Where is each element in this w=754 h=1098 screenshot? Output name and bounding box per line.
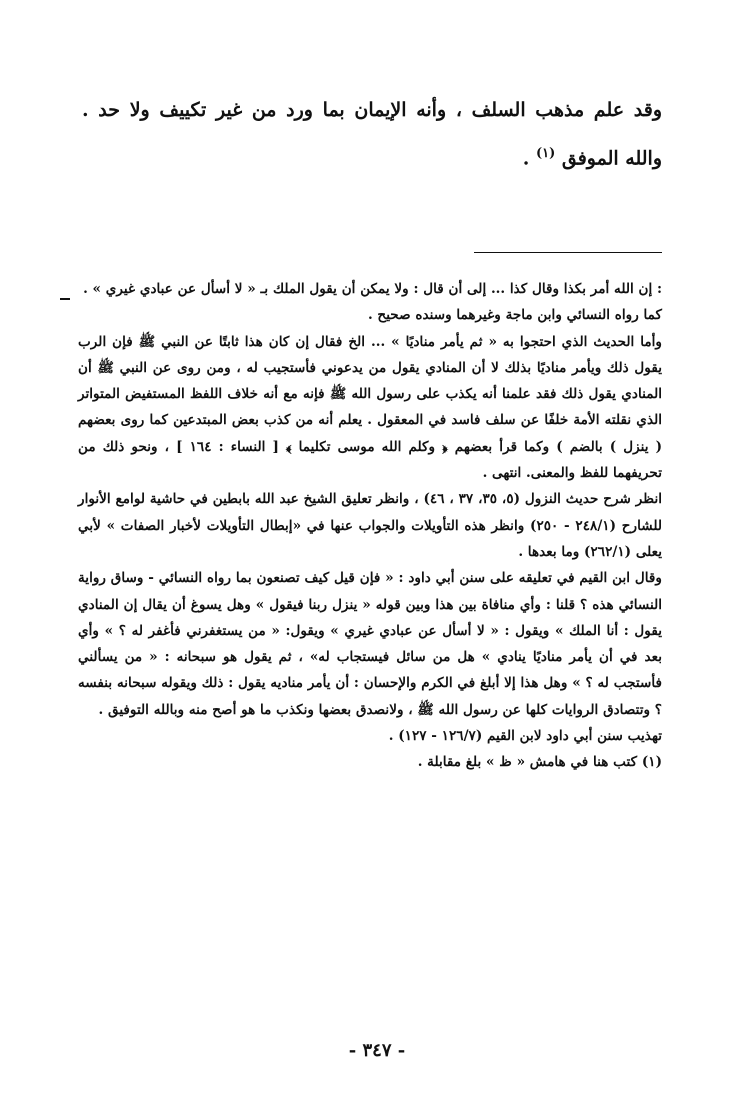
footnote-reference: (١) bbox=[535, 146, 556, 161]
footnote-line: وأما الحديث الذي احتجوا به « ثم يأمر مناديًا » ... الخ فقال إن كان هذا ثابتًا عن النبي ﷺ فإن الرب يقول ذلك ويأمر مناديًا بذلك لا أن المنادي يقول من يدعوني فأستجيب له ، ومن روى عن النبي ﷺ أن المنادي يقول ذلك فقد علمنا أنه يكذب على رسول الله ﷺ فإنه مع أنه خلاف اللفظ المستفيض المتواتر الذي نقلته الأمة خلفًا عن سلف فاسد في المعقول . يعلم أنه من كذب بعض المبتدعين كما روى بعضهم ( ينزل ) بالضم ) وكما قرأ بعضهم ﴿ وكلم الله موسى تكليما ﴾ [ النساء : ١٦٤ ] ، ونحو ذلك من تحريفهما للفظ والمعنى. انتهى . bbox=[78, 333, 663, 482]
footnote-line: وقال ابن القيم في تعليقه على سنن أبي داود : « فإن قيل كيف تصنعون بما رواه النسائي - وساق رواية النسائي هذه ؟ قلنا : وأي منافاة بين هذا وبين قوله « ينزل ربنا فيقول » وهل يسوغ أن يقال إن المنادي يقول : أنا الملك » ويقول : « لا أسأل عن عبادي غيري » ويقول: « من يستغفرني فأغفر له ؟ » وأي بعد في أن يأمر مناديًا ينادي » هل من سائل فيستجاب له» ، ثم يقول هو سبحانه : « من يسألني فأستجب له ؟ » وهل هذا إلا أبلغ في الكرم والإحسان : أن يأمر مناديه يقول : ذلك ويقوله سبحانه بنفسه ؟ وتتصادق الروايات كلها عن رسول الله ﷺ ، ولانصدق بعضها ونكذب ما هو أصح منه وبالله التوفيق . bbox=[78, 570, 662, 718]
footnotes-block bbox=[78, 276, 662, 776]
margin-dash-mark bbox=[60, 298, 70, 300]
main-text: وقد علم مذهب السلف ، وأنه الإيمان بما ورد من غير تكييف ولا حد . والله الموفق bbox=[82, 99, 662, 170]
main-text-end: . bbox=[522, 147, 536, 170]
footnote-line: (١) كتب هنا في هامش « ظ » بلغ مقابلة . bbox=[417, 754, 662, 771]
footnote-line: تهذيب سنن أبي داود لابن القيم (١٢٦/٧ - ١٢٧) . bbox=[388, 728, 662, 745]
footnote-line: انظر شرح حديث النزول (٥، ٣٥، ٣٧ ، ٤٦) ، وانظر تعليق الشيخ عبد الله بابطين في حاشية لوامع الأنوار للشارح (٢٤٨/١ - ٢٥٠) وانظر هذه التأويلات والجواب عنها في «إبطال التأويلات لأخبار الصفات » لأبي يعلى (٢٦٢/١) وما بعدها . bbox=[78, 491, 663, 560]
page-number: - ٣٤٧ - bbox=[348, 1040, 406, 1061]
main-paragraph bbox=[82, 88, 662, 180]
footnote-separator-rule bbox=[474, 252, 662, 253]
footnote-line: : إن الله أمر بكذا وقال كذا ... إلى أن قال : ولا يمكن أن يقول الملك بـ « لا أسأل عن عبادي غيري » . bbox=[83, 281, 662, 297]
footnote-line: كما رواه النسائي وابن ماجة وغيرهما وسنده صحيح . bbox=[367, 307, 662, 324]
